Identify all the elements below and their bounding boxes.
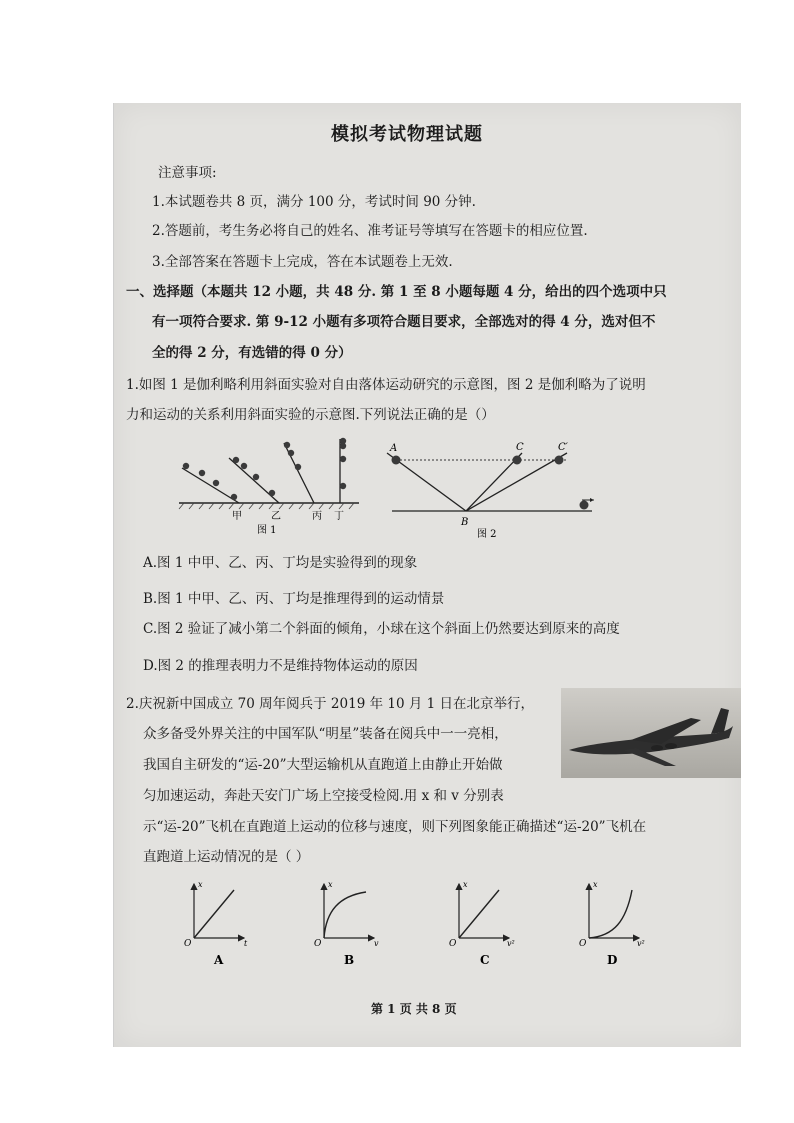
graph-c	[449, 880, 515, 967]
section-heading: 一、选择题（本题共 12 小题，共 48 分. 第 1 至 8 小题每题 4 分，给出的四个选项中只	[126, 284, 667, 300]
question-2-text: 匀加速运动，奔赴天安门广场上空接受检阅.用 x 和 v 分别表	[143, 788, 504, 804]
graph-origin: O	[184, 939, 192, 949]
question-1-option-b: B.图 1 中甲、乙、丙、丁均是推理得到的运动情景	[143, 591, 445, 607]
section-text: 有一项符合要求. 第 9-12 小题有多项符合题目要求，全部选对的得 4 分，选对但不	[152, 314, 656, 330]
exam-paper-photo	[113, 103, 741, 1047]
fig2-caption: 图 2	[477, 529, 497, 540]
question-1-option-d: D.图 2 的推理表明力不是维持物体运动的原因	[143, 658, 418, 674]
fig1-caption: 图 1	[257, 525, 277, 536]
fig2-point-label: C	[516, 442, 524, 453]
note-item: 2.答题前，考生务必将自己的姓名、准考证号等填写在答题卡的相应位置.	[152, 223, 588, 239]
page-title: 模拟考试物理试题	[331, 124, 483, 145]
section-text: 全的得 2 分，有选错的得 0 分）	[152, 345, 352, 361]
graph-d	[579, 880, 645, 967]
question-1-text: 力和运动的关系利用斜面实验的示意图.下列说法正确的是（）	[126, 407, 495, 423]
answer-graphs	[174, 876, 714, 971]
fig1-label: 丙	[312, 511, 322, 522]
graph-label: C	[480, 953, 490, 967]
fig2-point-label: A	[390, 443, 398, 454]
graph-label: A	[214, 953, 224, 967]
fig1-label: 甲	[232, 511, 242, 522]
figure-1	[174, 433, 364, 543]
question-2-text: 2.庆祝新中国成立 70 周年阅兵于 2019 年 10 月 1 日在北京举行，	[126, 696, 535, 712]
graph-origin: O	[579, 939, 587, 949]
question-1-option-c: C.图 2 验证了减小第二个斜面的倾角，小球在这个斜面上仍然要达到原来的高度	[143, 621, 620, 637]
graph-y-axis-label: x	[328, 880, 333, 889]
figure-2	[382, 433, 602, 543]
page-footer: 第 1 页 共 8 页	[371, 1002, 457, 1016]
graph-y-axis-label: x	[593, 880, 598, 889]
graph-x-axis-label: v²	[637, 939, 645, 948]
graph-b	[314, 880, 379, 967]
graph-a	[184, 880, 248, 967]
aircraft-photo	[561, 688, 741, 778]
graph-y-axis-label: x	[198, 880, 203, 889]
fig1-label: 丁	[334, 511, 344, 522]
graph-x-axis-label: t	[244, 939, 248, 948]
question-2-text: 众多备受外界关注的中国军队“明星”装备在阅兵中一一亮相，	[143, 726, 508, 742]
question-1-text: 1.如图 1 是伽利略利用斜面实验对自由落体运动研究的示意图，图 2 是伽利略为了说明	[126, 377, 646, 393]
question-2-text: 直跑道上运动情况的是（ ）	[143, 849, 310, 865]
fig2-point-label: B	[461, 517, 469, 528]
graph-label: B	[344, 953, 355, 967]
note-item: 3.全部答案在答题卡上完成，答在本试题卷上无效.	[152, 254, 453, 270]
graph-x-axis-label: v²	[507, 939, 515, 948]
notes-heading: 注意事项:	[158, 165, 217, 181]
question-2-text: 我国自主研发的“运-20”大型运输机从直跑道上由静止开始做	[143, 757, 503, 773]
graph-x-axis-label: v	[374, 939, 379, 948]
note-item: 1.本试题卷共 8 页，满分 100 分，考试时间 90 分钟.	[152, 194, 476, 210]
graph-label: D	[607, 953, 618, 967]
question-2-text: 示“运-20”飞机在直跑道上运动的位移与速度，则下列图象能正确描述“运-20”飞机在	[143, 819, 647, 835]
fig2-point-label: C′	[558, 442, 568, 453]
fig1-label: 乙	[271, 511, 281, 522]
question-1-option-a: A.图 1 中甲、乙、丙、丁均是实验得到的现象	[143, 555, 418, 571]
graph-origin: O	[314, 939, 322, 949]
graph-y-axis-label: x	[463, 880, 468, 889]
graph-origin: O	[449, 939, 457, 949]
